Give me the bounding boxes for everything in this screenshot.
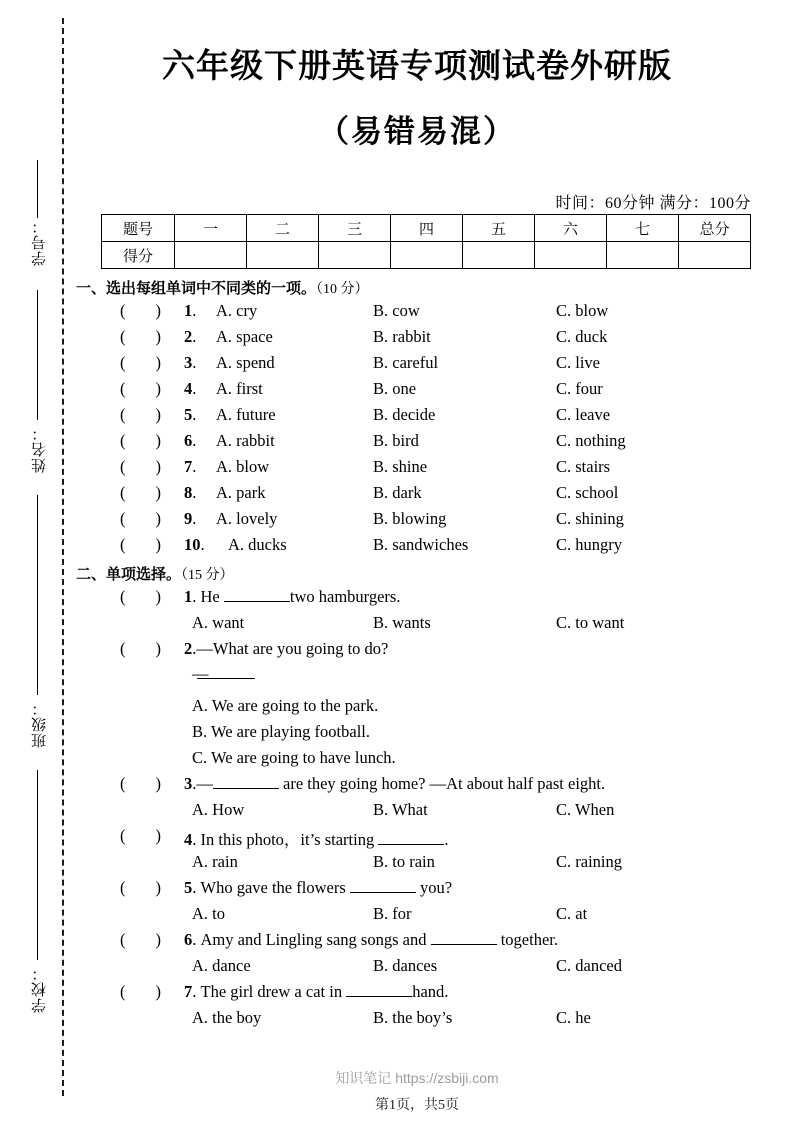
question-number: 1. [184,301,197,320]
margin-field-label: 姓名： [30,425,48,473]
watermark: 知识笔记 https://zsbiji.com [335,1070,499,1086]
question-row [76,587,776,613]
section-heading-text: 二、单项选择。 [76,566,182,583]
question-row [76,301,776,327]
option-a[interactable]: A. space [216,327,273,346]
stem-text: you? [415,878,453,897]
page-title: 六年级下册英语专项测试卷外研版 [162,49,672,85]
question-row [76,509,776,535]
question-row [76,826,776,852]
option-a[interactable]: A. spend [216,353,275,372]
score-cell-total[interactable] [679,242,751,269]
table-row-header [102,215,751,242]
margin-field-class [22,700,56,753]
question-row [76,878,776,904]
options-row [76,1008,776,1034]
stem-text: Amy and Lingling sang songs and [200,930,431,949]
question-row [76,535,776,561]
question-stem: 7. The girl drew a cat in hand. [184,982,449,1001]
options-row [76,613,776,639]
option-a[interactable]: A. rain [192,852,238,871]
stem-text: — [196,774,213,793]
answer-blank[interactable] [431,931,497,945]
option-c[interactable]: C. hungry [556,535,622,554]
question-number: 7. [184,457,197,476]
answer-bracket[interactable]: ( ) [120,379,161,398]
stem-text: In this photo，it’s starting [200,830,379,849]
option-a[interactable]: A. park [216,483,266,502]
answer-bracket[interactable]: ( ) [120,483,161,502]
option-c[interactable]: C. danced [556,956,622,975]
score-cell-1[interactable] [175,242,247,269]
option-a[interactable]: A. We are going to the park. [192,696,379,715]
answer-bracket[interactable]: ( ) [120,327,161,346]
score-cell-7[interactable] [607,242,679,269]
binding-margin [0,0,62,1122]
option-b[interactable]: B. wants [373,613,431,632]
answer-bracket[interactable]: ( ) [120,353,161,372]
option-c[interactable]: C. at [556,904,588,923]
section-points: （10 分） [316,282,369,297]
option-a[interactable]: A. first [216,379,263,398]
option-b[interactable]: B. decide [373,405,436,424]
score-cell-5[interactable] [463,242,535,269]
question-number: 9. [184,509,197,528]
question-row [76,431,776,457]
option-b[interactable]: B. shine [373,457,428,476]
option-a[interactable]: A. How [192,800,245,819]
option-a[interactable]: A. blow [216,457,270,476]
margin-field-label: 班级： [30,700,48,748]
stem-text: . [444,830,449,849]
options-row [76,852,776,878]
answer-bracket[interactable]: ( ) [120,587,161,606]
answer-blank[interactable] [197,665,255,679]
answer-bracket[interactable]: ( ) [120,774,161,793]
answer-bracket[interactable]: ( ) [120,457,161,476]
option-b[interactable]: B. rabbit [373,327,431,346]
option-b[interactable]: B. dark [373,483,422,502]
margin-field-name [22,425,56,478]
stem-text: Who gave the flowers [200,878,350,897]
option-c[interactable]: C. stairs [556,457,611,476]
answer-blank[interactable] [350,879,416,893]
option-b[interactable]: B. one [373,379,417,398]
option-b[interactable]: B. bird [373,431,419,450]
option-c[interactable]: C. four [556,379,603,398]
option-a[interactable]: A. the boy [192,1008,262,1027]
answer-bracket[interactable]: ( ) [120,535,161,554]
answer-bracket[interactable]: ( ) [120,930,161,949]
option-a[interactable]: A. cry [216,301,258,320]
option-a[interactable]: A. lovely [216,509,278,528]
answer-bracket[interactable]: ( ) [120,826,161,845]
answer-blank[interactable] [213,775,279,789]
question-row [76,483,776,509]
margin-field-label: 学号： [30,218,48,266]
score-table-row-label: 得分 [102,242,175,269]
answer-blank[interactable] [378,831,444,845]
question-stem: 4. In this photo，it’s starting . [184,830,449,849]
question-stem: 5. Who gave the flowers you? [184,878,453,897]
binding-dashed-line [62,18,64,1096]
option-b[interactable]: B. careful [373,353,439,372]
stem-text: The girl drew a cat in [200,982,347,1001]
question-row [76,405,776,431]
answer-bracket[interactable]: ( ) [120,431,161,450]
answer-bracket[interactable]: ( ) [120,301,161,320]
answer-bracket[interactable]: ( ) [120,639,161,658]
score-table-col-6: 六 [535,215,607,242]
stem-text: —What are you going to do? [196,639,389,658]
option-c[interactable]: C. shining [556,509,624,528]
stem-text: together. [496,930,558,949]
option-b[interactable]: B. to rain [373,852,435,871]
option-c[interactable]: C. school [556,483,619,502]
section-heading-text: 一、选出每组单词中不同类的一项。 [76,280,317,297]
score-table-col-2: 二 [247,215,319,242]
score-table-col-1: 一 [175,215,247,242]
section-points: （15 分） [181,568,234,583]
question-row [76,353,776,379]
option-b[interactable]: B. the boy’s [373,1008,453,1027]
question-row [76,982,776,1008]
option-c[interactable]: C. leave [556,405,611,424]
options-row [76,748,776,774]
question-stem: 1. He two hamburgers. [184,587,401,606]
stem-text: He [200,587,224,606]
margin-writing-rule [37,290,38,420]
section-heading-1 [76,277,369,298]
question-row [76,774,776,800]
score-table [101,214,751,269]
stem-text: two hamburgers. [289,587,401,606]
question-number: 10. [184,535,205,554]
option-a[interactable]: A. to [192,904,225,923]
stem-text: are they going home? —At about half past eight. [278,774,606,793]
option-b[interactable]: B. sandwiches [373,535,469,554]
options-row [76,904,776,930]
score-cell-6[interactable] [535,242,607,269]
margin-field-student-id [22,218,56,271]
options-row [76,956,776,982]
option-c[interactable]: C. blow [556,301,609,320]
score-cell-3[interactable] [319,242,391,269]
question-row [76,639,776,665]
answer-bracket[interactable]: ( ) [120,405,161,424]
option-c[interactable]: C. We are going to have lunch. [192,748,396,767]
question-number: 5. [184,405,197,424]
answer-prompt-line [76,664,776,690]
option-a[interactable]: A. future [216,405,276,424]
option-c[interactable]: C. When [556,800,615,819]
option-b[interactable]: B. dances [373,956,438,975]
question-stem: 6. Amy and Lingling sang songs and together. [184,930,558,949]
score-table-col-total: 总分 [679,215,751,242]
answer-bracket[interactable]: ( ) [120,509,161,528]
score-table-col-7: 七 [607,215,679,242]
option-b[interactable]: B. for [373,904,412,923]
answer-bracket[interactable]: ( ) [120,878,161,897]
score-cell-4[interactable] [391,242,463,269]
question-number: 2. [184,327,197,346]
answer-blank[interactable] [346,983,412,997]
option-b[interactable]: B. We are playing football. [192,722,370,741]
question-row [76,930,776,956]
option-a[interactable]: A. dance [192,956,251,975]
option-b[interactable]: B. cow [373,301,420,320]
option-c[interactable]: C. raining [556,852,622,871]
question-number: 4. [184,379,197,398]
margin-field-school [22,965,56,1018]
question-row [76,457,776,483]
question-number: 8. [184,483,197,502]
option-a[interactable]: A. want [192,613,245,632]
option-c[interactable]: C. to want [556,613,625,632]
option-c[interactable]: C. duck [556,327,608,346]
exam-info: 时间：60分钟 满分：100分 [555,195,751,212]
answer-blank[interactable] [224,588,290,602]
section-heading-2 [76,563,234,584]
options-row [76,722,776,748]
page-number: 第1页，共5页 [375,1098,459,1113]
option-b[interactable]: B. blowing [373,509,447,528]
margin-field-label: 学校： [30,965,48,1013]
score-cell-2[interactable] [247,242,319,269]
table-row-scores [102,242,751,269]
question-row [76,379,776,405]
option-c[interactable]: C. he [556,1008,591,1027]
question-number: 3. [184,353,197,372]
option-b[interactable]: B. What [373,800,428,819]
score-table-row-label: 题号 [102,215,175,242]
margin-writing-rule [37,495,38,695]
margin-writing-rule [37,770,38,960]
question-row [76,327,776,353]
options-row [76,800,776,826]
option-a[interactable]: A. ducks [228,535,287,554]
page-subtitle: （易错易混） [318,114,516,149]
margin-writing-rule [37,160,38,218]
question-stem: 2.—What are you going to do? [184,639,389,658]
option-c[interactable]: C. nothing [556,431,626,450]
score-table-col-4: 四 [391,215,463,242]
question-number: 6. [184,431,197,450]
stem-text: hand. [412,982,449,1001]
answer-dash: — [192,664,255,684]
answer-bracket[interactable]: ( ) [120,982,161,1001]
options-row [76,696,776,722]
option-c[interactable]: C. live [556,353,600,372]
score-table-col-3: 三 [319,215,391,242]
question-stem: 3.— are they going home? —At about half past eight. [184,774,606,793]
option-a[interactable]: A. rabbit [216,431,275,450]
score-table-col-5: 五 [463,215,535,242]
